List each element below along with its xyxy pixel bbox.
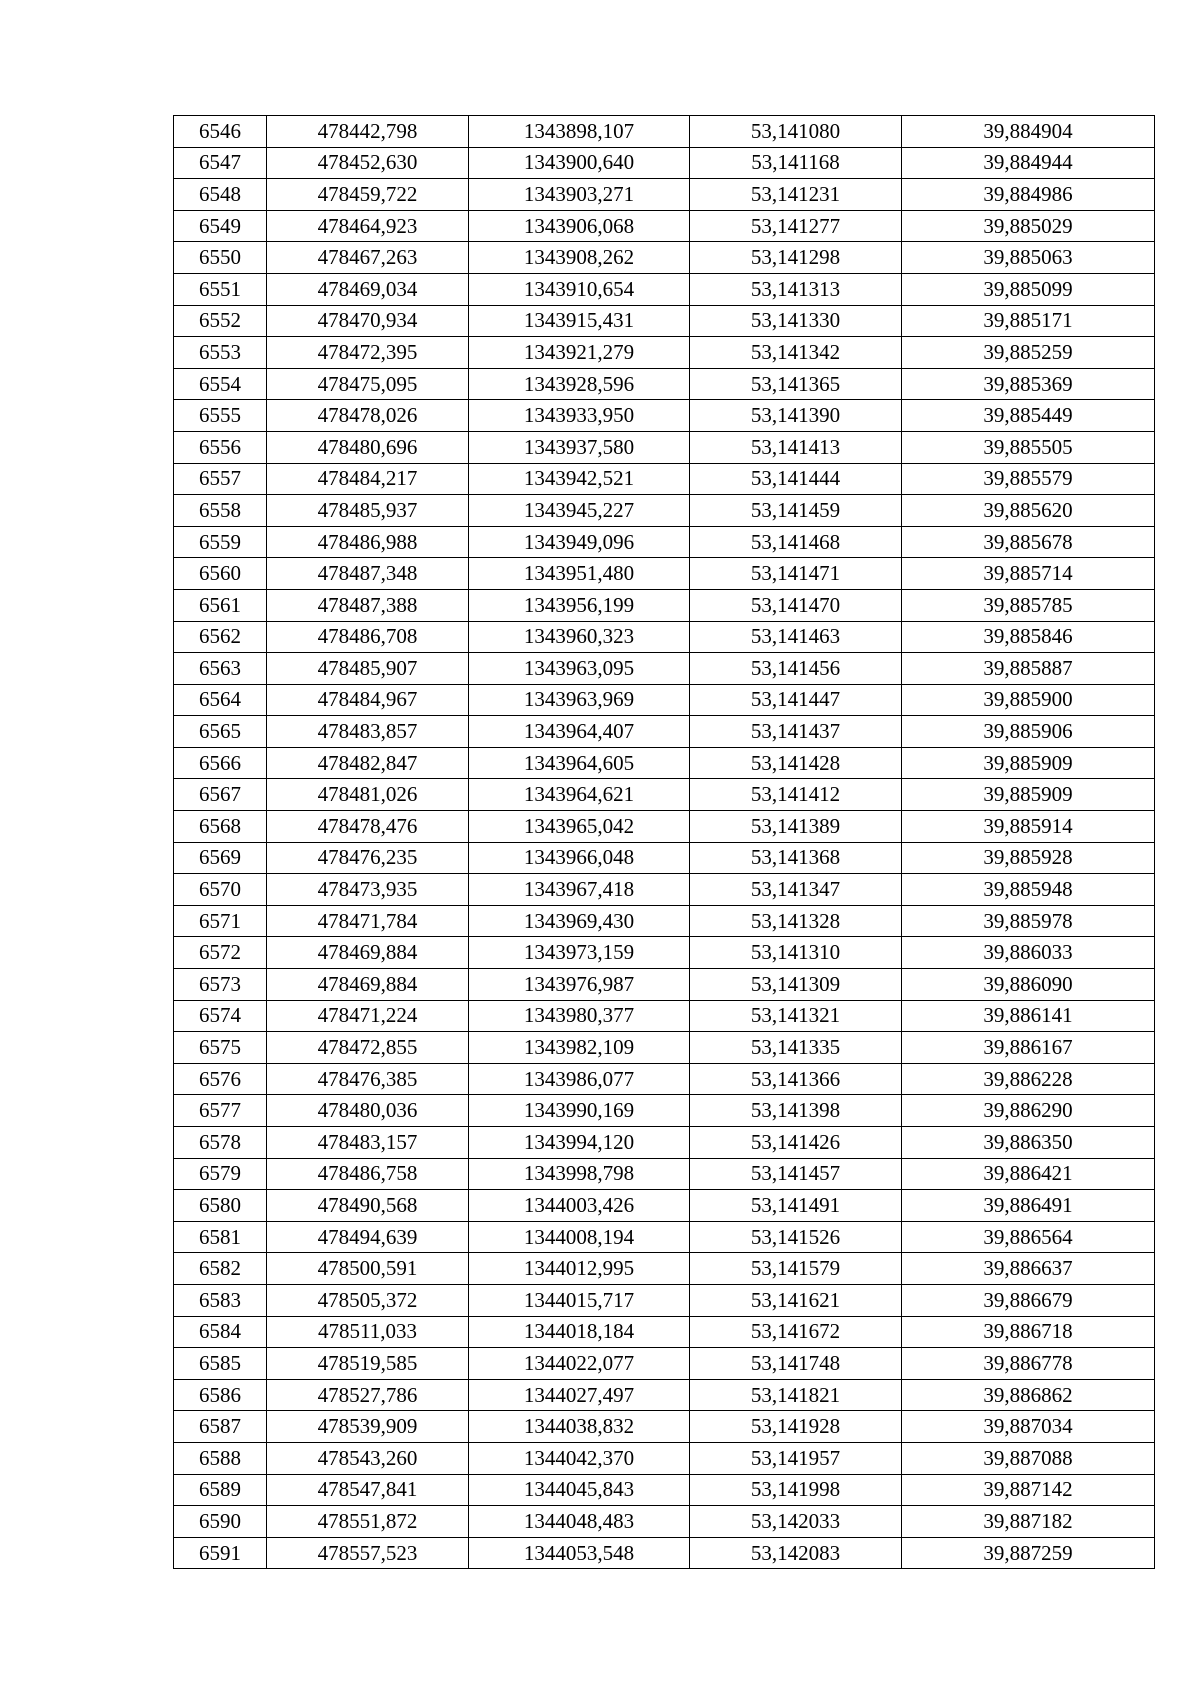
table-row	[174, 116, 1155, 148]
x-coordinate-cell: 478471,224	[267, 1000, 469, 1032]
y-coordinate-cell: 1343910,654	[469, 273, 690, 305]
x-coordinate-cell: 478478,026	[267, 400, 469, 432]
latitude-cell: 53,141428	[690, 747, 902, 779]
table-row	[174, 1537, 1155, 1569]
table-row	[174, 653, 1155, 685]
longitude-cell: 39,886778	[902, 1348, 1155, 1380]
y-coordinate-cell: 1343900,640	[469, 147, 690, 179]
latitude-cell: 53,141437	[690, 716, 902, 748]
longitude-cell: 39,885928	[902, 842, 1155, 874]
point-number-cell: 6547	[174, 147, 267, 179]
x-coordinate-cell: 478543,260	[267, 1442, 469, 1474]
table-row	[174, 1474, 1155, 1506]
point-number-cell: 6556	[174, 431, 267, 463]
x-coordinate-cell: 478551,872	[267, 1506, 469, 1538]
y-coordinate-cell: 1343969,430	[469, 905, 690, 937]
longitude-cell: 39,885171	[902, 305, 1155, 337]
y-coordinate-cell: 1343937,580	[469, 431, 690, 463]
longitude-cell: 39,885785	[902, 589, 1155, 621]
x-coordinate-cell: 478467,263	[267, 242, 469, 274]
point-number-cell: 6572	[174, 937, 267, 969]
y-coordinate-cell: 1343964,621	[469, 779, 690, 811]
longitude-cell: 39,885678	[902, 526, 1155, 558]
longitude-cell: 39,886167	[902, 1032, 1155, 1064]
table-row	[174, 179, 1155, 211]
x-coordinate-cell: 478452,630	[267, 147, 469, 179]
table-row	[174, 621, 1155, 653]
point-number-cell: 6551	[174, 273, 267, 305]
longitude-cell: 39,885900	[902, 684, 1155, 716]
longitude-cell: 39,885099	[902, 273, 1155, 305]
y-coordinate-cell: 1344048,483	[469, 1506, 690, 1538]
y-coordinate-cell: 1344038,832	[469, 1411, 690, 1443]
latitude-cell: 53,141390	[690, 400, 902, 432]
point-number-cell: 6585	[174, 1348, 267, 1380]
x-coordinate-cell: 478464,923	[267, 210, 469, 242]
point-number-cell: 6570	[174, 874, 267, 906]
longitude-cell: 39,887142	[902, 1474, 1155, 1506]
x-coordinate-cell: 478476,385	[267, 1063, 469, 1095]
table-row	[174, 969, 1155, 1001]
x-coordinate-cell: 478484,217	[267, 463, 469, 495]
table-row	[174, 842, 1155, 874]
latitude-cell: 53,141447	[690, 684, 902, 716]
y-coordinate-cell: 1343990,169	[469, 1095, 690, 1127]
y-coordinate-cell: 1343964,407	[469, 716, 690, 748]
latitude-cell: 53,141456	[690, 653, 902, 685]
y-coordinate-cell: 1343942,521	[469, 463, 690, 495]
y-coordinate-cell: 1343967,418	[469, 874, 690, 906]
longitude-cell: 39,886290	[902, 1095, 1155, 1127]
y-coordinate-cell: 1343982,109	[469, 1032, 690, 1064]
latitude-cell: 53,141313	[690, 273, 902, 305]
latitude-cell: 53,141412	[690, 779, 902, 811]
longitude-cell: 39,885029	[902, 210, 1155, 242]
table-row	[174, 273, 1155, 305]
longitude-cell: 39,885909	[902, 779, 1155, 811]
y-coordinate-cell: 1343945,227	[469, 495, 690, 527]
x-coordinate-cell: 478484,967	[267, 684, 469, 716]
longitude-cell: 39,884986	[902, 179, 1155, 211]
table-row	[174, 874, 1155, 906]
table-row	[174, 1221, 1155, 1253]
point-number-cell: 6591	[174, 1537, 267, 1569]
longitude-cell: 39,887182	[902, 1506, 1155, 1538]
y-coordinate-cell: 1343976,987	[469, 969, 690, 1001]
point-number-cell: 6577	[174, 1095, 267, 1127]
latitude-cell: 53,141928	[690, 1411, 902, 1443]
x-coordinate-cell: 478547,841	[267, 1474, 469, 1506]
x-coordinate-cell: 478487,348	[267, 558, 469, 590]
x-coordinate-cell: 478527,786	[267, 1379, 469, 1411]
y-coordinate-cell: 1343949,096	[469, 526, 690, 558]
point-number-cell: 6558	[174, 495, 267, 527]
point-number-cell: 6569	[174, 842, 267, 874]
table-row	[174, 937, 1155, 969]
point-number-cell: 6550	[174, 242, 267, 274]
latitude-cell: 53,141444	[690, 463, 902, 495]
y-coordinate-cell: 1343951,480	[469, 558, 690, 590]
latitude-cell: 53,141231	[690, 179, 902, 211]
latitude-cell: 53,141389	[690, 811, 902, 843]
latitude-cell: 53,141335	[690, 1032, 902, 1064]
y-coordinate-cell: 1343980,377	[469, 1000, 690, 1032]
longitude-cell: 39,885620	[902, 495, 1155, 527]
longitude-cell: 39,886421	[902, 1158, 1155, 1190]
point-number-cell: 6576	[174, 1063, 267, 1095]
longitude-cell: 39,885914	[902, 811, 1155, 843]
longitude-cell: 39,886228	[902, 1063, 1155, 1095]
longitude-cell: 39,886141	[902, 1000, 1155, 1032]
y-coordinate-cell: 1344018,184	[469, 1316, 690, 1348]
latitude-cell: 53,142033	[690, 1506, 902, 1538]
latitude-cell: 53,141298	[690, 242, 902, 274]
x-coordinate-cell: 478469,884	[267, 969, 469, 1001]
longitude-cell: 39,886350	[902, 1127, 1155, 1159]
table-row	[174, 1127, 1155, 1159]
y-coordinate-cell: 1343963,969	[469, 684, 690, 716]
table-row	[174, 905, 1155, 937]
point-number-cell: 6568	[174, 811, 267, 843]
x-coordinate-cell: 478480,036	[267, 1095, 469, 1127]
table-row	[174, 526, 1155, 558]
latitude-cell: 53,141468	[690, 526, 902, 558]
longitude-cell: 39,884944	[902, 147, 1155, 179]
latitude-cell: 53,141413	[690, 431, 902, 463]
x-coordinate-cell: 478480,696	[267, 431, 469, 463]
latitude-cell: 53,141365	[690, 368, 902, 400]
table-row	[174, 684, 1155, 716]
x-coordinate-cell: 478472,395	[267, 337, 469, 369]
latitude-cell: 53,141366	[690, 1063, 902, 1095]
table-row	[174, 1158, 1155, 1190]
longitude-cell: 39,887259	[902, 1537, 1155, 1569]
longitude-cell: 39,886679	[902, 1284, 1155, 1316]
table-row	[174, 747, 1155, 779]
table-row	[174, 1411, 1155, 1443]
x-coordinate-cell: 478483,157	[267, 1127, 469, 1159]
point-number-cell: 6578	[174, 1127, 267, 1159]
longitude-cell: 39,885906	[902, 716, 1155, 748]
y-coordinate-cell: 1343898,107	[469, 116, 690, 148]
longitude-cell: 39,885505	[902, 431, 1155, 463]
y-coordinate-cell: 1343906,068	[469, 210, 690, 242]
table-row	[174, 558, 1155, 590]
x-coordinate-cell: 478494,639	[267, 1221, 469, 1253]
y-coordinate-cell: 1343960,323	[469, 621, 690, 653]
y-coordinate-cell: 1343956,199	[469, 589, 690, 621]
point-number-cell: 6548	[174, 179, 267, 211]
latitude-cell: 53,141748	[690, 1348, 902, 1380]
x-coordinate-cell: 478481,026	[267, 779, 469, 811]
latitude-cell: 53,141368	[690, 842, 902, 874]
latitude-cell: 53,141309	[690, 969, 902, 1001]
latitude-cell: 53,141398	[690, 1095, 902, 1127]
point-number-cell: 6567	[174, 779, 267, 811]
longitude-cell: 39,885579	[902, 463, 1155, 495]
y-coordinate-cell: 1344012,995	[469, 1253, 690, 1285]
x-coordinate-cell: 478475,095	[267, 368, 469, 400]
point-number-cell: 6559	[174, 526, 267, 558]
table-row	[174, 1506, 1155, 1538]
x-coordinate-cell: 478472,855	[267, 1032, 469, 1064]
x-coordinate-cell: 478485,907	[267, 653, 469, 685]
table-row	[174, 210, 1155, 242]
x-coordinate-cell: 478487,388	[267, 589, 469, 621]
table-row	[174, 337, 1155, 369]
x-coordinate-cell: 478471,784	[267, 905, 469, 937]
table-row	[174, 779, 1155, 811]
x-coordinate-cell: 478469,884	[267, 937, 469, 969]
table-row	[174, 1095, 1155, 1127]
point-number-cell: 6584	[174, 1316, 267, 1348]
table-row	[174, 589, 1155, 621]
point-number-cell: 6588	[174, 1442, 267, 1474]
y-coordinate-cell: 1344003,426	[469, 1190, 690, 1222]
latitude-cell: 53,141491	[690, 1190, 902, 1222]
x-coordinate-cell: 478486,988	[267, 526, 469, 558]
table-row	[174, 811, 1155, 843]
y-coordinate-cell: 1343986,077	[469, 1063, 690, 1095]
longitude-cell: 39,886090	[902, 969, 1155, 1001]
point-number-cell: 6555	[174, 400, 267, 432]
x-coordinate-cell: 478478,476	[267, 811, 469, 843]
longitude-cell: 39,885909	[902, 747, 1155, 779]
latitude-cell: 53,141526	[690, 1221, 902, 1253]
longitude-cell: 39,885948	[902, 874, 1155, 906]
point-number-cell: 6554	[174, 368, 267, 400]
point-number-cell: 6546	[174, 116, 267, 148]
longitude-cell: 39,886491	[902, 1190, 1155, 1222]
longitude-cell: 39,887088	[902, 1442, 1155, 1474]
x-coordinate-cell: 478505,372	[267, 1284, 469, 1316]
latitude-cell: 53,141080	[690, 116, 902, 148]
table-row	[174, 1063, 1155, 1095]
latitude-cell: 53,141330	[690, 305, 902, 337]
table-row	[174, 400, 1155, 432]
y-coordinate-cell: 1344045,843	[469, 1474, 690, 1506]
latitude-cell: 53,141998	[690, 1474, 902, 1506]
table-row	[174, 495, 1155, 527]
point-number-cell: 6563	[174, 653, 267, 685]
table-row	[174, 1316, 1155, 1348]
table-row	[174, 463, 1155, 495]
point-number-cell: 6562	[174, 621, 267, 653]
point-number-cell: 6579	[174, 1158, 267, 1190]
latitude-cell: 53,141347	[690, 874, 902, 906]
x-coordinate-cell: 478483,857	[267, 716, 469, 748]
y-coordinate-cell: 1344022,077	[469, 1348, 690, 1380]
x-coordinate-cell: 478519,585	[267, 1348, 469, 1380]
x-coordinate-cell: 478482,847	[267, 747, 469, 779]
longitude-cell: 39,886033	[902, 937, 1155, 969]
longitude-cell: 39,887034	[902, 1411, 1155, 1443]
y-coordinate-cell: 1343908,262	[469, 242, 690, 274]
point-number-cell: 6560	[174, 558, 267, 590]
y-coordinate-cell: 1343966,048	[469, 842, 690, 874]
y-coordinate-cell: 1343921,279	[469, 337, 690, 369]
longitude-cell: 39,885714	[902, 558, 1155, 590]
longitude-cell: 39,886637	[902, 1253, 1155, 1285]
table-row	[174, 1442, 1155, 1474]
latitude-cell: 53,141672	[690, 1316, 902, 1348]
latitude-cell: 53,141579	[690, 1253, 902, 1285]
table-row	[174, 305, 1155, 337]
latitude-cell: 53,141459	[690, 495, 902, 527]
latitude-cell: 53,141457	[690, 1158, 902, 1190]
latitude-cell: 53,141621	[690, 1284, 902, 1316]
x-coordinate-cell: 478476,235	[267, 842, 469, 874]
point-number-cell: 6586	[174, 1379, 267, 1411]
y-coordinate-cell: 1344027,497	[469, 1379, 690, 1411]
point-number-cell: 6553	[174, 337, 267, 369]
latitude-cell: 53,141470	[690, 589, 902, 621]
point-number-cell: 6561	[174, 589, 267, 621]
y-coordinate-cell: 1343903,271	[469, 179, 690, 211]
x-coordinate-cell: 478486,758	[267, 1158, 469, 1190]
y-coordinate-cell: 1343964,605	[469, 747, 690, 779]
point-number-cell: 6564	[174, 684, 267, 716]
longitude-cell: 39,885259	[902, 337, 1155, 369]
x-coordinate-cell: 478539,909	[267, 1411, 469, 1443]
point-number-cell: 6589	[174, 1474, 267, 1506]
longitude-cell: 39,886718	[902, 1316, 1155, 1348]
x-coordinate-cell: 478470,934	[267, 305, 469, 337]
latitude-cell: 53,141342	[690, 337, 902, 369]
y-coordinate-cell: 1344053,548	[469, 1537, 690, 1569]
longitude-cell: 39,885369	[902, 368, 1155, 400]
longitude-cell: 39,885449	[902, 400, 1155, 432]
x-coordinate-cell: 478486,708	[267, 621, 469, 653]
x-coordinate-cell: 478459,722	[267, 179, 469, 211]
point-number-cell: 6566	[174, 747, 267, 779]
y-coordinate-cell: 1344008,194	[469, 1221, 690, 1253]
y-coordinate-cell: 1344042,370	[469, 1442, 690, 1474]
table-row	[174, 1032, 1155, 1064]
point-number-cell: 6590	[174, 1506, 267, 1538]
point-number-cell: 6587	[174, 1411, 267, 1443]
point-number-cell: 6565	[174, 716, 267, 748]
x-coordinate-cell: 478511,033	[267, 1316, 469, 1348]
x-coordinate-cell: 478500,591	[267, 1253, 469, 1285]
x-coordinate-cell: 478490,568	[267, 1190, 469, 1222]
table-row	[174, 1284, 1155, 1316]
point-number-cell: 6549	[174, 210, 267, 242]
table-row	[174, 1253, 1155, 1285]
point-number-cell: 6582	[174, 1253, 267, 1285]
latitude-cell: 53,141321	[690, 1000, 902, 1032]
table-row	[174, 368, 1155, 400]
y-coordinate-cell: 1343928,596	[469, 368, 690, 400]
latitude-cell: 53,142083	[690, 1537, 902, 1569]
coordinates-table	[173, 115, 1155, 1569]
y-coordinate-cell: 1343915,431	[469, 305, 690, 337]
point-number-cell: 6552	[174, 305, 267, 337]
latitude-cell: 53,141168	[690, 147, 902, 179]
longitude-cell: 39,885846	[902, 621, 1155, 653]
point-number-cell: 6557	[174, 463, 267, 495]
y-coordinate-cell: 1343933,950	[469, 400, 690, 432]
y-coordinate-cell: 1344015,717	[469, 1284, 690, 1316]
point-number-cell: 6583	[174, 1284, 267, 1316]
table-row	[174, 242, 1155, 274]
longitude-cell: 39,885978	[902, 905, 1155, 937]
point-number-cell: 6575	[174, 1032, 267, 1064]
y-coordinate-cell: 1343965,042	[469, 811, 690, 843]
y-coordinate-cell: 1343998,798	[469, 1158, 690, 1190]
table-row	[174, 716, 1155, 748]
point-number-cell: 6580	[174, 1190, 267, 1222]
y-coordinate-cell: 1343994,120	[469, 1127, 690, 1159]
latitude-cell: 53,141328	[690, 905, 902, 937]
x-coordinate-cell: 478469,034	[267, 273, 469, 305]
latitude-cell: 53,141471	[690, 558, 902, 590]
longitude-cell: 39,886564	[902, 1221, 1155, 1253]
x-coordinate-cell: 478442,798	[267, 116, 469, 148]
latitude-cell: 53,141463	[690, 621, 902, 653]
y-coordinate-cell: 1343973,159	[469, 937, 690, 969]
longitude-cell: 39,885887	[902, 653, 1155, 685]
table-row	[174, 1000, 1155, 1032]
x-coordinate-cell: 478473,935	[267, 874, 469, 906]
longitude-cell: 39,885063	[902, 242, 1155, 274]
latitude-cell: 53,141821	[690, 1379, 902, 1411]
x-coordinate-cell: 478557,523	[267, 1537, 469, 1569]
y-coordinate-cell: 1343963,095	[469, 653, 690, 685]
point-number-cell: 6571	[174, 905, 267, 937]
coordinates-table-body	[174, 116, 1155, 1569]
x-coordinate-cell: 478485,937	[267, 495, 469, 527]
point-number-cell: 6573	[174, 969, 267, 1001]
table-row	[174, 1379, 1155, 1411]
latitude-cell: 53,141426	[690, 1127, 902, 1159]
latitude-cell: 53,141310	[690, 937, 902, 969]
longitude-cell: 39,886862	[902, 1379, 1155, 1411]
table-row	[174, 147, 1155, 179]
point-number-cell: 6581	[174, 1221, 267, 1253]
table-row	[174, 1348, 1155, 1380]
table-row	[174, 1190, 1155, 1222]
table-row	[174, 431, 1155, 463]
latitude-cell: 53,141277	[690, 210, 902, 242]
longitude-cell: 39,884904	[902, 116, 1155, 148]
latitude-cell: 53,141957	[690, 1442, 902, 1474]
point-number-cell: 6574	[174, 1000, 267, 1032]
